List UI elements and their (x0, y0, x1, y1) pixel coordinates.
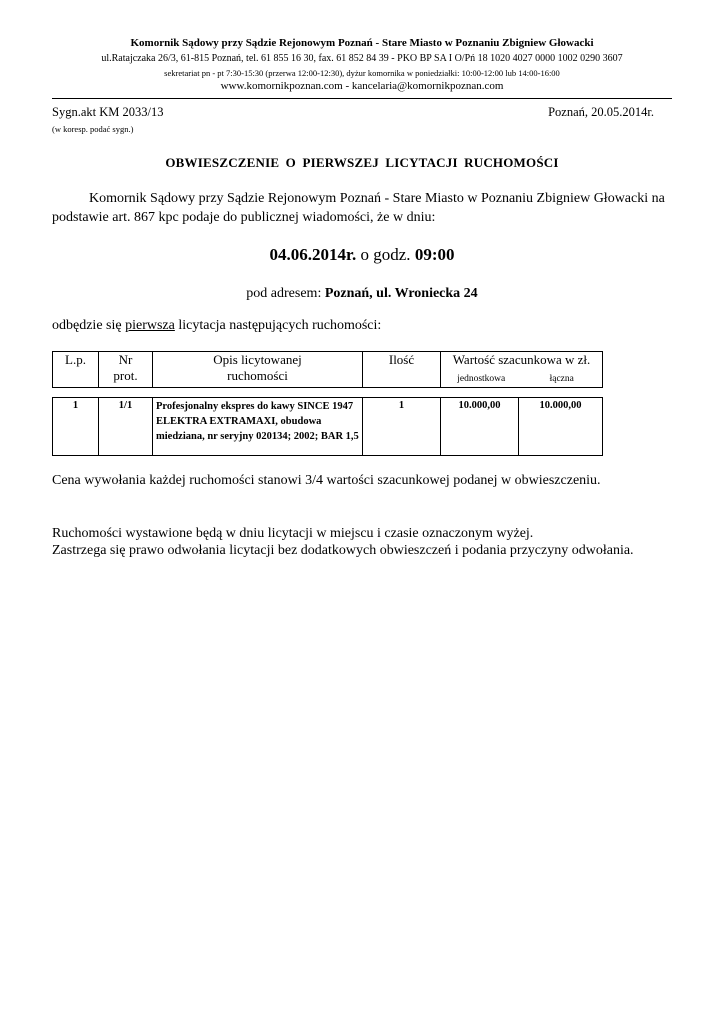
lead-before: odbędzie się (52, 318, 126, 333)
auction-time: 09:00 (414, 245, 455, 264)
auction-time-label: o godz. (356, 245, 415, 264)
header-office-name: Komornik Sądowy przy Sądzie Rejonowym Poznań - Stare Miasto w Poznaniu Zbigniew Głowacki (130, 37, 594, 49)
display-note: Ruchomości wystawione będą w dniu licytacji w miejscu i czasie oznaczonym wyżej. (52, 526, 534, 541)
lead-after: licytacja następujących ruchomości: (174, 318, 382, 333)
header-contact: www.komornikpoznan.com - kancelaria@komornikpoznan.com (220, 80, 504, 92)
cell-nr: 1/1 (99, 398, 153, 456)
auction-datetime (0, 245, 724, 265)
intro-paragraph: Komornik Sądowy przy Sądzie Rejonowym Poznań - Stare Miasto w Poznaniu Zbigniew Głowacki na podstawie art. 867 kpc podaje do publicznej wiadomości, że w dniu: (52, 191, 665, 225)
header-divider (52, 98, 672, 99)
header-lp: L.p. (53, 352, 99, 388)
case-reference: Sygn.akt KM 2033/13 (52, 105, 164, 119)
cell-qty: 1 (363, 398, 441, 456)
header-unit: jednostkowa (457, 374, 506, 384)
auction-date: 04.06.2014r. (269, 245, 357, 264)
items-table (52, 397, 603, 456)
items-table-header (52, 351, 603, 388)
cell-lp: 1 (53, 398, 99, 456)
lead-sentence (52, 318, 381, 334)
header-hours: sekretariat pn - pt 7:30-15:30 (przerwa 12:00-12:30), dyżur komornika w poniedziałki: 10:00-12:00 lub 14:00-16:00 (164, 68, 560, 78)
header-desc: Opis licytowanej ruchomości (153, 352, 363, 388)
header-address: ul.Ratajczaka 26/3, 61-815 Poznań, tel. 61 855 16 30, fax. 61 852 84 39 - PKO BP SA I O/Pń 18 1020 4027 0000 1002 0290 3607 (101, 53, 623, 64)
reserve-note: Zastrzega się prawo odwołania licytacji bez dodatkowych obwieszczeń i podania przyczyny odwołania. (52, 543, 634, 558)
cell-total: 10.000,00 (519, 398, 603, 456)
address-value: Poznań, ul. Wroniecka 24 (324, 286, 478, 301)
table-row (53, 398, 603, 456)
place-date: Poznań, 20.05.2014r. (548, 105, 654, 119)
header-nr: Nr prot. (99, 352, 153, 388)
price-note: Cena wywołania każdej ruchomości stanowi 3/4 wartości szacunkowej podanej w obwieszczeniu. (52, 473, 601, 488)
address-label: pod adresem: (246, 286, 325, 301)
header-value: Wartość szacunkowa w zł. jednostkowa łączna (441, 352, 603, 388)
header-total: łączna (549, 374, 574, 384)
header-qty: Ilość (363, 352, 441, 388)
auction-address (0, 286, 724, 302)
reference-note: (w koresp. podać sygn.) (52, 124, 134, 134)
document-title: OBWIESZCZENIE O PIERWSZEJ LICYTACJI RUCHOMOŚCI (165, 155, 559, 170)
lead-underlined: pierwsza (125, 318, 175, 333)
cell-desc: Profesjonalny ekspres do kawy SINCE 1947 ELEKTRA EXTRAMAXI, obudowa miedziana, nr seryjny 020134; 2002; BAR 1,5 (153, 398, 363, 456)
cell-unit: 10.000,00 (441, 398, 519, 456)
